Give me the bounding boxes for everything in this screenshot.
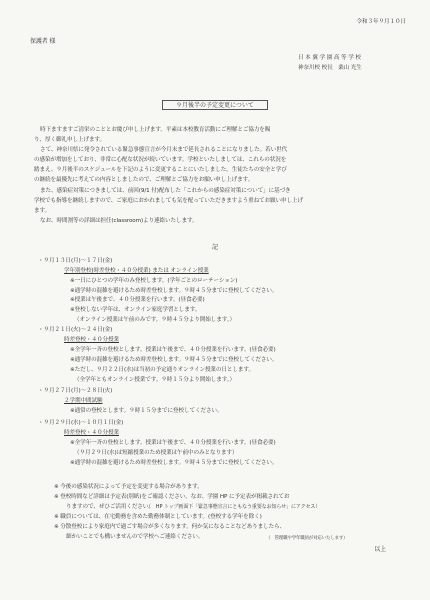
intro-line: また、感染症対策につきましては、前回(9/1 付)配布した「これからの感染症対策について」に基づき: [40, 188, 291, 194]
schedule-note: ※全学年一斉の登校とします。授業は午後まで、４０分授業を行います。(昼食必要): [70, 440, 276, 446]
intro-line: 踏まえ、９月後半のスケジュールを下記のように変更することにいたしました。生徒たちの安全と学び: [34, 167, 287, 173]
schedule-mode: 学年別登校(時差登校・４０分授業) または オンライン授業: [64, 268, 209, 274]
schedule-note: ※通学時の混雑を避けるため時差登校します。９時４５分までに登校してください。: [70, 357, 278, 363]
schedule-date: ・９月２１日(火)～２４日(金): [38, 327, 113, 333]
document-title: ９月後半の予定変更について: [162, 100, 268, 110]
recipient: 保護者 様: [30, 38, 56, 45]
schedule-note: ※登校しない学年は、オンライン家庭学習とします。: [70, 307, 201, 313]
school-name: 日 本 翼 学 園 高 等 学 校: [298, 55, 361, 61]
schedule-note: ※授業は午後まで、４０分授業を行います。(昼食必要): [70, 297, 205, 303]
schedule-date: ・９月２７日(月)～２８日(火): [38, 388, 113, 394]
footnote: ※ 今後の感染状況によって予定を変更する場合があります。: [54, 484, 203, 490]
schedule-note: ※ただし、９月２２日(水)は当初の予定通りオンライン授業の日とします。: [70, 367, 254, 373]
schedule-note: ※通学時の混雑を避けるため時差登校します。９時４５分までに登校してください。: [70, 288, 278, 294]
intro-line: ます。: [34, 208, 51, 214]
intro-line: 学校でも指導を継続しますので、ご家庭におかれましても気を配っていただきますよう重ねてお願い申し上げ: [34, 198, 303, 204]
schedule-note: ※通学時の混雑を避けるため時差登校します。９時４５分までに登校してください。: [70, 460, 278, 466]
schedule-note: ※通常の登校とします。９時１５分までに登校してください。: [70, 408, 223, 414]
schedule-mode: ２学期中間試験: [64, 398, 103, 404]
schedule-note: ※全学年一斉の登校とします。授業は午後まで、４０分授業を行います。(昼食必要): [70, 347, 276, 353]
schedule-note: （９月２９日(水)は短縮授業のため授業は午前中のみとなります）: [74, 450, 238, 456]
schedule-note: （オンライン授業は午前のみです。９時４５分より開始します。）: [74, 317, 235, 323]
intro-line: の感染が増加をしており、非常に心配な状況が続いています。学校といたしましては、これらの状況を: [34, 157, 287, 163]
footnote: ※ 分散登校により家庭内で過ごす場合が多くなります。何か気になることなどありましたら、: [54, 524, 286, 530]
schedule-date: ・９月１３日(月)～１７日(金): [38, 258, 113, 264]
closing-mark: 以上: [374, 546, 386, 553]
intro-line: さて、神奈川県に発令されている緊急事態宣言が今月末まで延長されることになりました。若い世代: [40, 147, 288, 153]
footnote: ※ 登校時間など詳細は予定表(別紙)をご確認ください。なお、学園 HP に予定表が掲載されてお: [54, 494, 290, 500]
document-date: 令和３年９月１０日: [356, 19, 406, 25]
schedule-mode: 時差登校・４０分授業: [64, 430, 119, 436]
schedule-mode: 時差登校・４０分授業: [64, 337, 119, 343]
principal-name: 神奈川校 校長 桑山 光生: [298, 65, 362, 71]
schedule-note: ※一日にひとつの学年のみ登校します。(学年ごとのローテーション): [70, 278, 238, 284]
intro-line: 時下ますますご清栄のこととお慶び申し上げます。平素は本校教育活動にご理解とご協力を賜: [40, 127, 271, 133]
intro-line: なお、時間割等の詳細は担任(classroom)より連絡いたします。: [40, 218, 198, 224]
ki-heading: 記: [212, 244, 218, 251]
footnote: 細かいことでも構いませんので学校へご連絡ください。: [66, 534, 204, 540]
footnote: ※ 職員については、在宅勤務を含めた勤務体制としています。(登校する学年を除く): [54, 514, 262, 520]
footnote: （ 管理職や学年職員が対応いたします）: [266, 536, 348, 541]
footnote: りますので、ぜひご活用ください。: [66, 504, 154, 510]
schedule-note: （全学年ともオンライン授業です。９時１５分より開始します。）: [74, 377, 235, 383]
footnote: （ HP トップ画面下「緊急事態宣言にともなう重要なお知らせ」にアクセス）: [146, 504, 321, 510]
intro-line: の継続を最優先に考えての内容としましたので、ご理解とご協力をお願い申し上げます。: [34, 177, 254, 183]
schedule-date: ・９月２９日(水)～１０月１日(金): [38, 420, 124, 426]
intro-line: り、厚く御礼申し上げます。: [34, 137, 105, 143]
